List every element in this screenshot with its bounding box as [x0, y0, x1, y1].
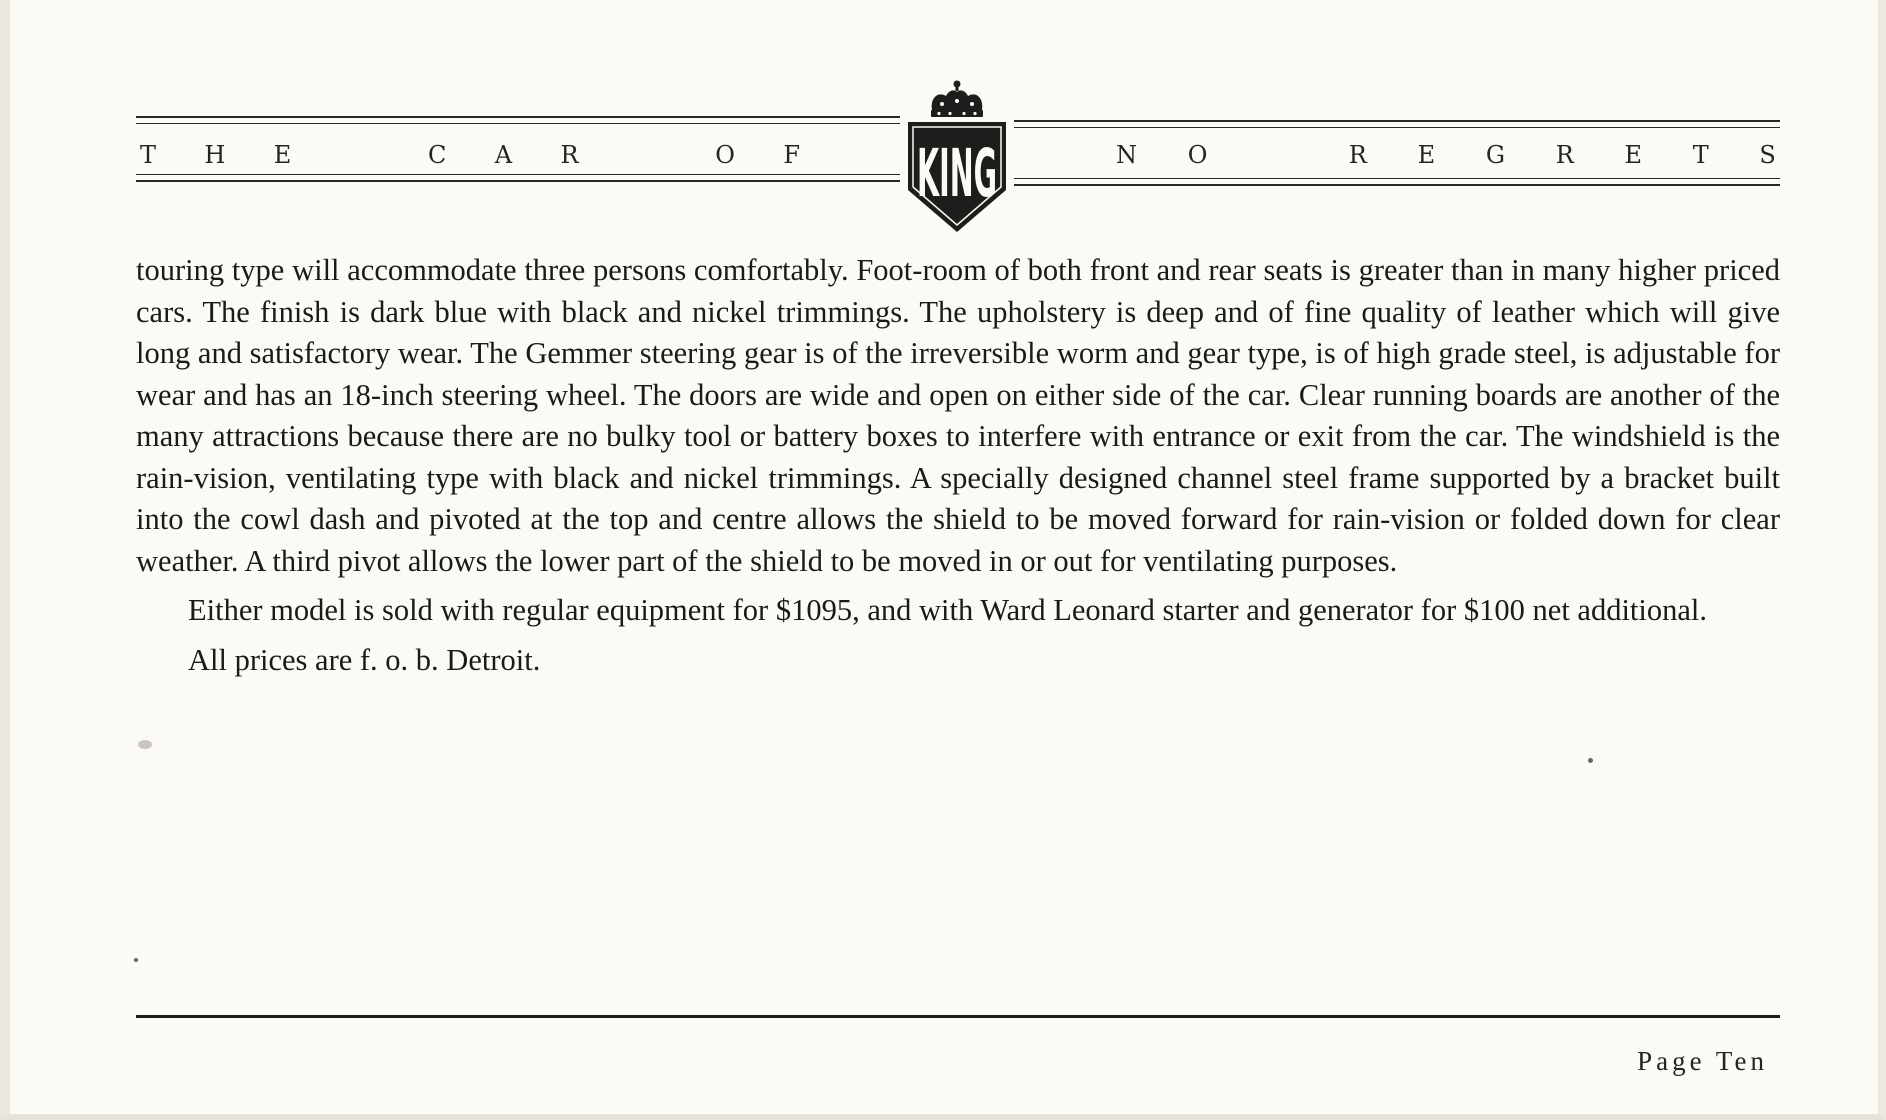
footer-rule [136, 1015, 1780, 1018]
header-rule-top-right-thin [1014, 127, 1780, 128]
motto-letter: N [1116, 141, 1137, 169]
motto-letter: E [1624, 141, 1642, 169]
motto-right [1116, 140, 1776, 170]
paper-speck [1588, 758, 1593, 763]
header-rule-bottom-left [136, 180, 900, 182]
paper-smudge [138, 740, 152, 749]
header-rule-top-left [136, 116, 900, 118]
motto-letter: T [1692, 141, 1709, 169]
header-rule-bottom-right [1014, 184, 1780, 186]
motto-letter: O [715, 141, 735, 169]
header-rule-bottom-left-thin [136, 174, 900, 175]
header-rule-bottom-right-thin [1014, 178, 1780, 179]
paper-speck [134, 958, 138, 962]
paragraph-fob-note: All prices are f. o. b. Detroit. [188, 642, 541, 677]
motto-letter: R [1348, 141, 1367, 169]
page-number: Page Ten [1637, 1046, 1768, 1076]
motto-letter: F [783, 141, 800, 169]
paragraph-description: touring type will accommodate three persons comfortably. Foot-room of both front and rear seats is greater than in many higher priced cars. The finish is dark blue with black and nickel trimmings. The upholstery is deep and of fine quality of leather which will give long and satisfactory wear. The Gemmer steering gear is of the irreversible worm and gear type, is of high grade steel, is adjustable for wear and has an 18-inch steering wheel. The doors are wide and open on either side of the car. Clear running boards are another of the many attractions because there are no bulky tool or battery boxes to interfere with entrance or exit from the car. The windshield is the rain-vision, ventilating type with black and nickel trimmings. A specially designed channel steel frame supported by a bracket built into the cowl dash and pivoted at the top and centre allows the shield to be moved forward for rain-vision or folded down for clear weather. A third pivot allows the lower part of the shield to be moved in or out for ventilating purposes. [136, 253, 1780, 578]
motto-letter: O [1187, 141, 1208, 169]
motto-letter: R [1555, 141, 1574, 169]
motto-letter: S [1759, 141, 1776, 169]
header-rule-top-left-thin [136, 123, 900, 124]
body-text [136, 250, 1780, 689]
paragraph-pricing: Either model is sold with regular equipment for $1095, and with Ward Leonard starter and generator for $100 net additional. [188, 593, 1708, 627]
king-crown-shield-logo-icon [902, 78, 1012, 234]
page-header [136, 78, 1780, 238]
motto-letter: G [1485, 141, 1505, 169]
motto-letter: H [204, 141, 226, 169]
motto-letter: E [1417, 141, 1436, 169]
motto-letter: E [273, 141, 292, 169]
motto-left [140, 140, 800, 170]
motto-letter: T [140, 141, 157, 169]
emblem-text: KING [917, 135, 997, 212]
motto-letter: C [427, 141, 447, 169]
header-rule-top-right [1014, 120, 1780, 122]
motto-letter: A [494, 141, 513, 169]
motto-letter: R [560, 141, 579, 169]
